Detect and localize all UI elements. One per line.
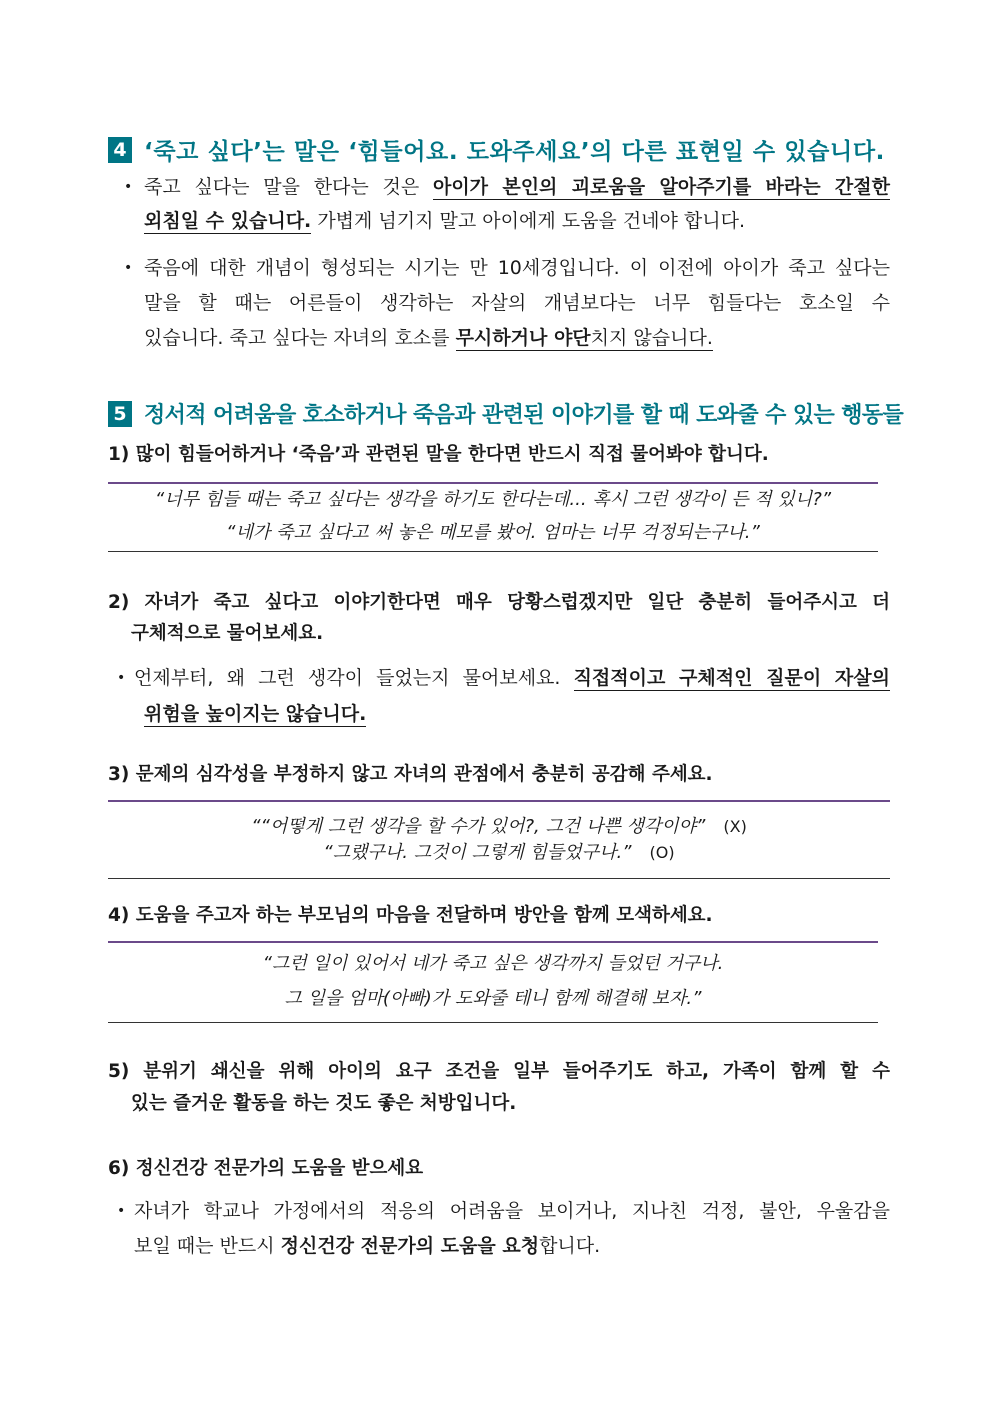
item-6-bullet-line-1: 자녀가 학교나 가정에서의 적응의 어려움을 보이거나, 지나친 걱정, 불안, 우울감을 [134,1200,890,1222]
item-6-bullet-line-2: 보일 때는 반드시 정신건강 전문가의 도움을 요청합니다. [134,1235,601,1257]
bullet-symbol: • [117,1203,126,1219]
divider [108,1022,878,1023]
item-1-heading: 1) 많이 힘들어하거나 ‘죽음’과 관련된 말을 한다면 반드시 직접 물어봐야 합니다. [108,444,769,465]
section-4-bullet-2-line-3: 있습니다. 죽고 싶다는 자녀의 호소를 무시하거나 야단치지 않습니다. [144,327,713,349]
item-2-heading-line-1: 2) 자녀가 죽고 싶다고 이야기한다면 매우 당황스럽겠지만 일단 충분히 들어주시고 더 [108,592,890,613]
bullet-symbol: • [124,179,133,195]
divider [108,878,890,879]
section-4-bullet-1-line-2: 외침일 수 있습니다. 가볍게 넘기지 말고 아이에게 도움을 건네야 합니다. [144,210,746,232]
divider [108,941,878,943]
item-4-quote-2: 그 일을 엄마(아빠)가 도와줄 테니 함께 해결해 보자.” [284,988,702,1009]
item-5-heading-line-1: 5) 분위기 쇄신을 위해 아이의 요구 조건을 일부 들어주기도 하고, 가족이 함께 할 수 [108,1061,890,1082]
item-2-bullet-line-1: 언제부터, 왜 그런 생각이 들었는지 물어보세요. 직접적이고 구체적인 질문이 자살의 [134,667,890,689]
divider [108,800,890,802]
divider [108,482,878,484]
item-5-heading-line-2: 있는 즐거운 활동을 하는 것도 좋은 처방입니다. [131,1093,517,1114]
item-3-quote-2: “그랬구나. 그것이 그렇게 힘들었구나.” (O) [323,842,675,863]
bullet-symbol: • [124,260,133,276]
wrong-mark: (X) [723,817,747,836]
item-4-heading: 4) 도움을 주고자 하는 부모님의 마음을 전달하며 방안을 함께 모색하세요. [108,905,713,926]
item-1-quote-2: “네가 죽고 싶다고 써 놓은 메모를 봤어. 엄마는 너무 걱정되는구나.” [226,522,760,543]
item-3-quote-1: ““어떻게 그런 생각을 할 수가 있어?, 그건 나쁜 생각이야” (X) [251,816,747,837]
section-4-number: 4 [108,137,132,163]
emphasis-underline: 무시하거나 야단치지 않습니다. [455,327,713,349]
section-4-bullet-2-line-1: 죽음에 대한 개념이 형성되는 시기는 만 10세경입니다. 이 이전에 아이가 죽고 싶다는 [144,257,890,279]
bullet-symbol: • [117,670,126,686]
section-4-header [108,133,885,166]
emphasis-underline: 위험을 높이지는 않습니다. [144,703,367,725]
section-5-number: 5 [108,401,132,427]
item-4-quote-1: “그런 일이 있어서 네가 죽고 싶은 생각까지 들었던 거구나. [262,953,724,974]
emphasis-underline: 외침일 수 있습니다. [144,210,312,232]
section-4-title: ‘죽고 싶다’는 말은 ‘힘들어요. 도와주세요’의 다른 표현일 수 있습니다. [144,139,885,165]
item-6-heading: 6) 정신건강 전문가의 도움을 받으세요 [108,1158,424,1179]
item-2-heading-line-2: 구체적으로 물어보세요. [131,623,324,644]
section-5-header [108,398,903,429]
section-5-title: 정서적 어려움을 호소하거나 죽음과 관련된 이야기를 할 때 도와줄 수 있는 행동들 [144,403,904,428]
emphasis-underline: 직접적이고 구체적인 질문이 자살의 [573,667,890,689]
item-2-bullet-line-2 [144,702,366,726]
emphasis-bold: 정신건강 전문가의 도움을 요청 [280,1235,540,1257]
divider [108,551,878,552]
item-1-quote-1: “너무 힘들 때는 죽고 싶다는 생각을 하기도 한다는데... 혹시 그런 생각이 든 적 있니?” [154,489,832,510]
section-4-bullet-2-line-2: 말을 할 때는 어른들이 생각하는 자살의 개념보다는 너무 힘들다는 호소일 수 [144,292,890,314]
emphasis-underline: 아이가 본인의 괴로움을 알아주기를 바라는 간절한 [432,176,890,198]
section-4-bullet-1-line-1: 죽고 싶다는 말을 한다는 것은 아이가 본인의 괴로움을 알아주기를 바라는 간절한 [144,176,890,198]
correct-mark: (O) [649,843,675,862]
item-3-heading: 3) 문제의 심각성을 부정하지 않고 자녀의 관점에서 충분히 공감해 주세요. [108,764,713,785]
